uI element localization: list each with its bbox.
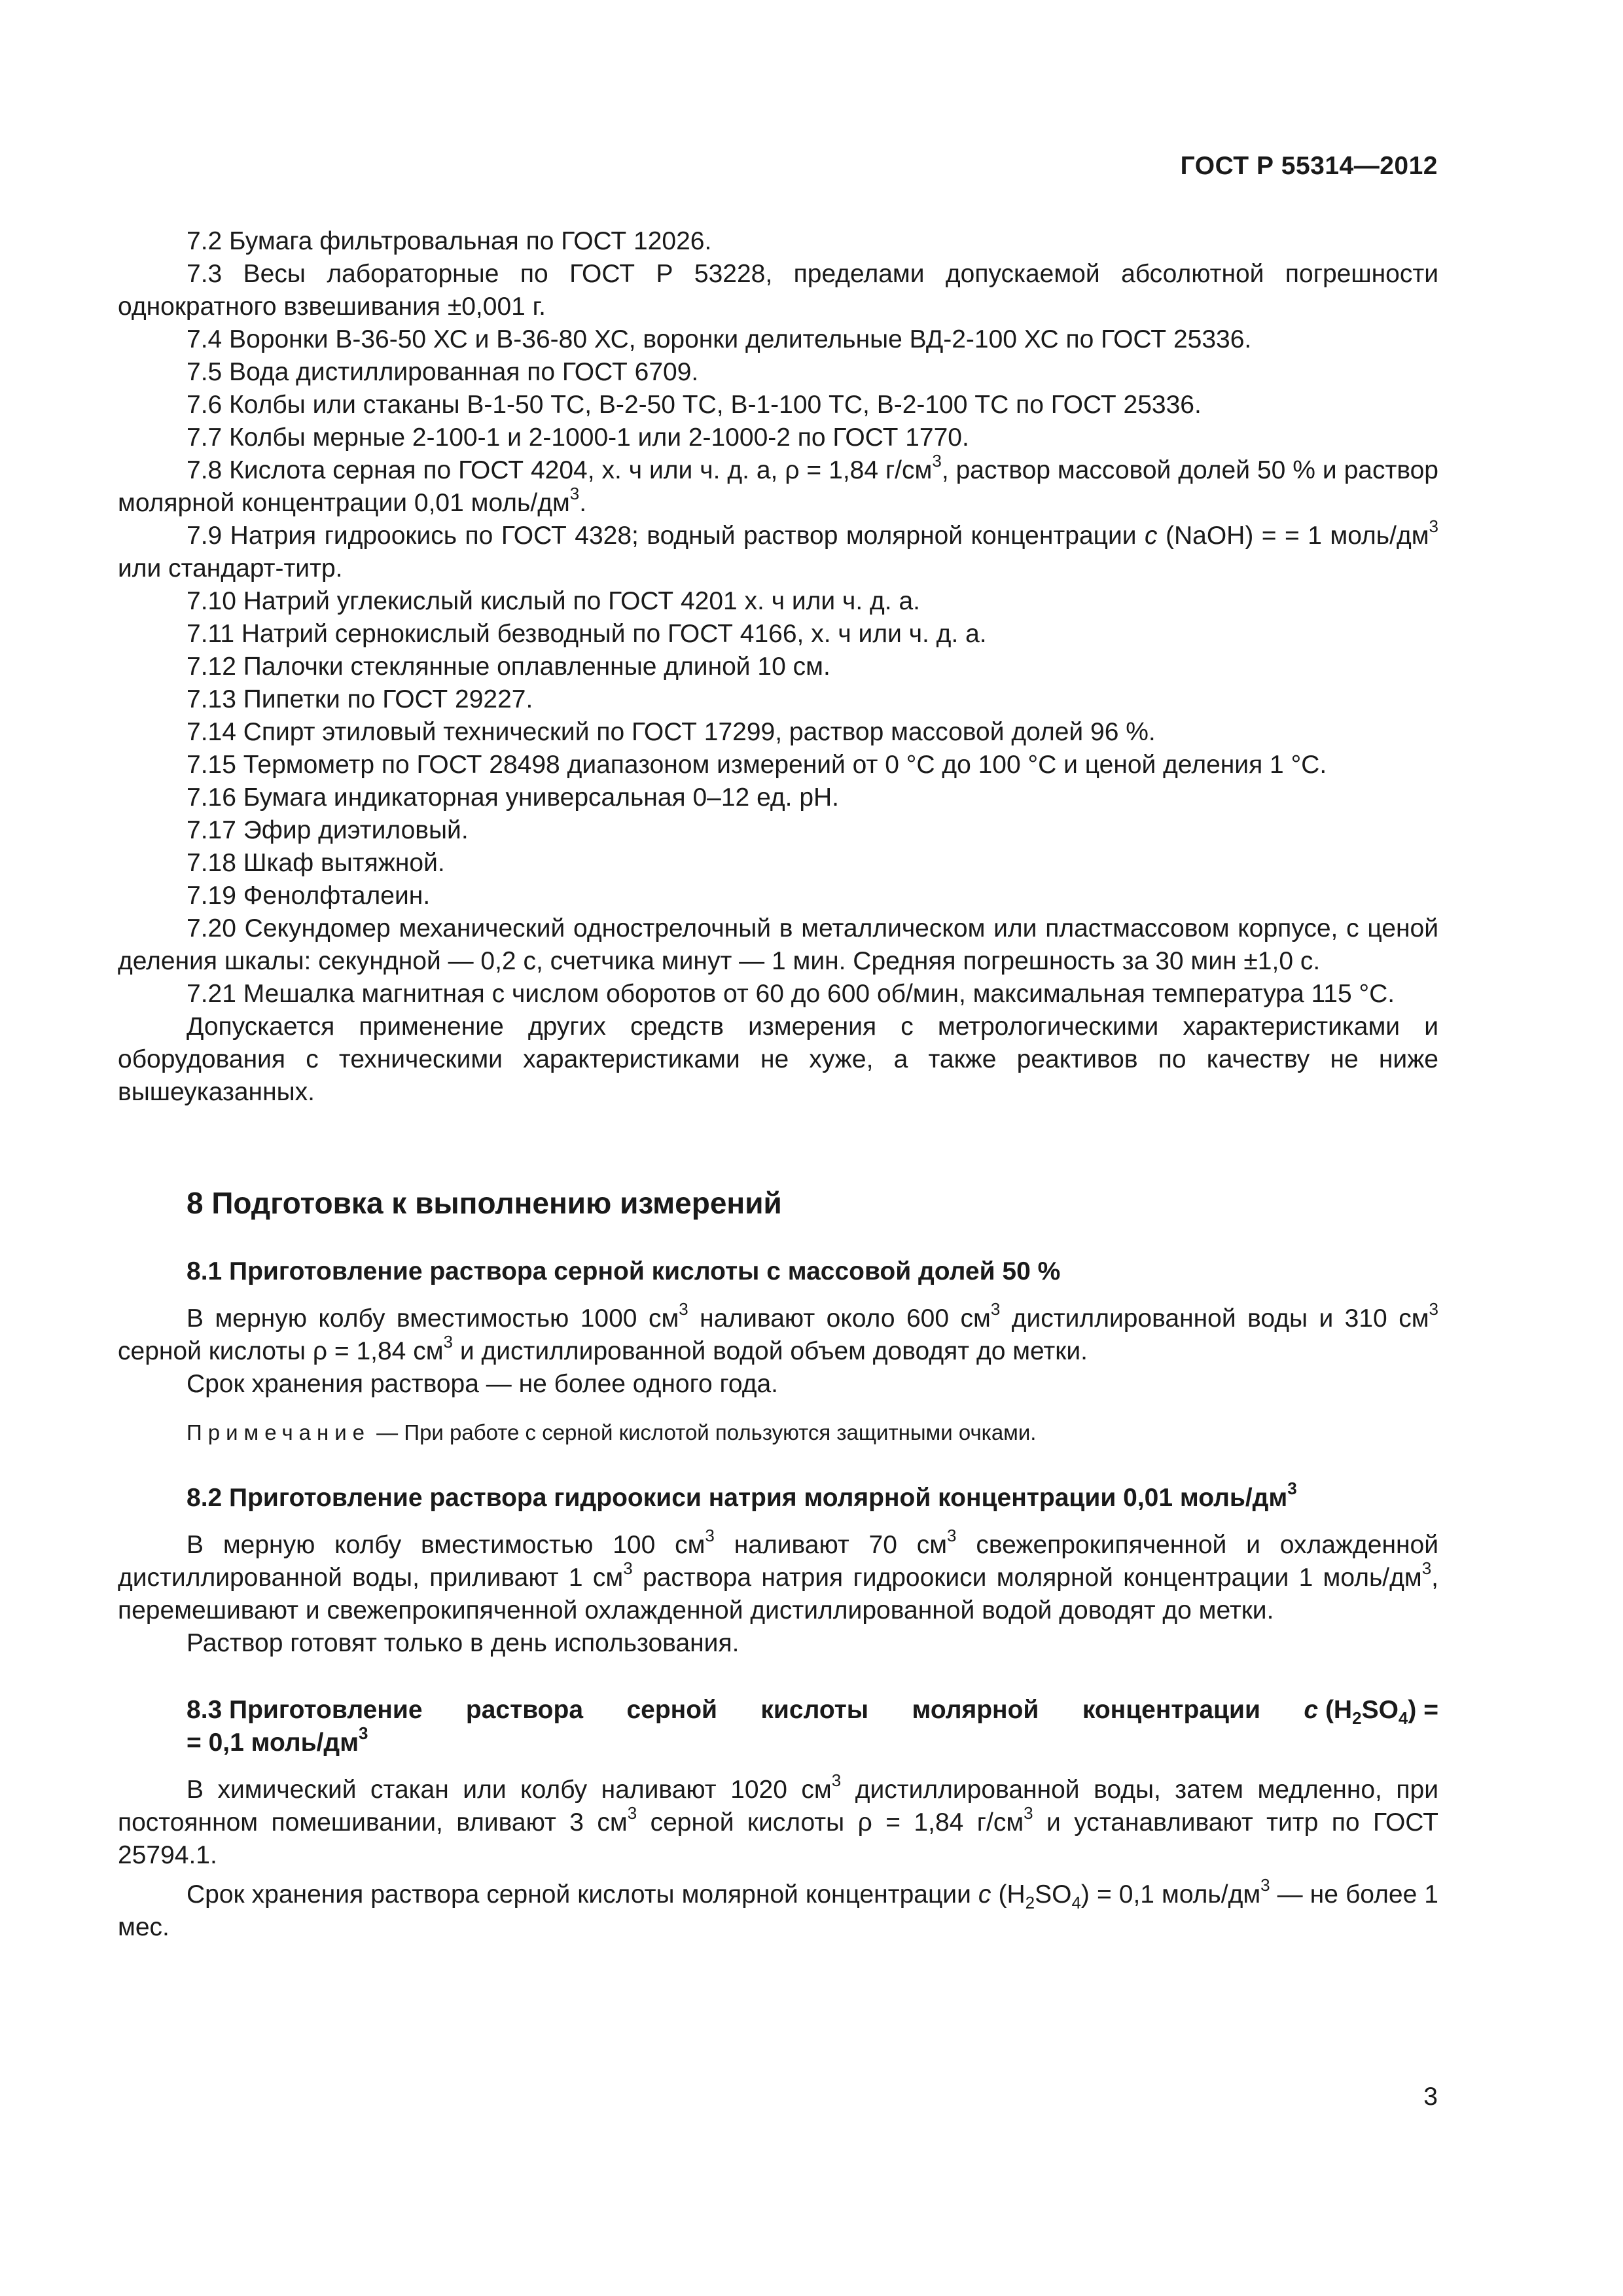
document-code-header: ГОСТ Р 55314—2012 <box>1180 152 1438 180</box>
item-7-21: 7.21 Мешалка магнитная с числом оборотов от 60 до 600 об/мин, максимальная температура 115 °С. <box>187 980 1395 1008</box>
item-7-17: 7.17 Эфир диэтиловый. <box>187 816 469 844</box>
note-label: Примечание <box>187 1420 371 1444</box>
item-7-16: 7.16 Бумага индикаторная универсальная 0–12 ед. рН. <box>187 783 840 812</box>
safety-note <box>118 1418 1438 1448</box>
item-7-6: 7.6 Колбы или стаканы В-1-50 ТС, В-2-50 ТС, В-1-100 ТС, В-2-100 ТС по ГОСТ 25336. <box>187 391 1202 419</box>
item-7-18: 7.18 Шкаф вытяжной. <box>187 849 445 877</box>
item-7-4: 7.4 Воронки В-36-50 ХС и В-36-80 ХС, воронки делительные ВД-2-100 ХС по ГОСТ 25336. <box>187 325 1252 353</box>
item-7-10: 7.10 Натрий углекислый кислый по ГОСТ 4201 х. ч или ч. д. а. <box>187 587 920 615</box>
subsection-8-2-heading: 8.2 Приготовление раствора гидроокиси натрия молярной концентрации 0,01 моль/$дм^3$ <box>187 1479 1297 1512</box>
item-7-15: 7.15 Термометр по ГОСТ 28498 диапазоном измерений от 0 °С до 100 °С и ценой деления 1 °С. <box>187 751 1327 779</box>
page-content <box>118 225 1438 1944</box>
equipment-substitution-note: Допускается применение других средств измерения с метрологическими характеристиками и оборудования с техническими характеристиками не хуже, а также реактивов по качеству не ниже вышеуказанных. <box>118 1013 1438 1106</box>
section-8-heading: 8 Подготовка к выполнению измерений <box>187 1186 782 1220</box>
item-7-2: 7.2 Бумага фильтровальная по ГОСТ 12026. <box>187 227 712 255</box>
page-number: 3 <box>1423 2083 1438 2111</box>
item-7-20: 7.20 Секундомер механический однострелочный в металлическом или пластмассовом корпусе, с ценой деления шкалы: секундной — 0,2 с, счетчика минут — 1 мин. Средняя погрешность за 30 мин ±1,0 с. <box>118 914 1438 975</box>
item-7-11: 7.11 Натрий сернокислый безводный по ГОСТ 4166, х. ч или ч. д. а. <box>187 620 987 648</box>
subsection-8-2-storage: Раствор готовят только в день использования. <box>187 1629 740 1657</box>
subsection-8-3-storage: Срок хранения раствора серной кислоты молярной концентрации c $(H_2SO_4) = 0,1$ моль/$дм^3$ — не более 1 мес. <box>118 1875 1438 1941</box>
item-7-12: 7.12 Палочки стеклянные оплавленные длиной 10 см. <box>187 653 830 681</box>
item-7-7: 7.7 Колбы мерные 2-100-1 и 2-1000-1 или 2-1000-2 по ГОСТ 1770. <box>187 423 969 452</box>
subsection-8-3-paragraph: В химический стакан или колбу наливают 1020 $см^3$ дистиллированной воды, затем медленно, при постоянном помешивании, вливают 3 $см^3$ серной кислоты ρ = 1,84 $г/см^3$ и устанавливают титр по ГОСТ 25794.1. <box>118 1770 1438 1869</box>
item-7-19: 7.19 Фенолфталеин. <box>187 882 431 910</box>
item-7-13: 7.13 Пипетки по ГОСТ 29227. <box>187 685 533 713</box>
subsection-8-3-heading-line2: = 0,1 моль/$дм^3$ <box>187 1723 368 1757</box>
item-7-9: 7.9 Натрия гидроокись по ГОСТ 4328; водный раствор молярной концентрации c (NaOH) = = 1 моль/$дм^3$ или стандарт-титр. <box>118 516 1438 583</box>
item-7-3: 7.3 Весы лабораторные по ГОСТ Р 53228, пределами допускаемой абсолютной погрешности однократного взвешивания ±0,001 г. <box>118 260 1438 321</box>
item-7-14: 7.14 Спирт этиловый технический по ГОСТ 17299, раствор массовой долей 96 %. <box>187 718 1156 746</box>
subsection-8-1-storage: Срок хранения раствора — не более одного года. <box>187 1370 778 1398</box>
subsection-8-2-paragraph: В мерную колбу вместимостью 100 $см^3$ наливают 70 $см^3$ свежепрокипяченной и охлажденной дистиллированной воды, приливают 1 $см^3$ раствора натрия гидроокиси молярной концентрации 1 моль/$дм^3$, перемешивают и свежепрокипяченной охлажденной дистиллированной водой доводят до метки. <box>118 1526 1438 1624</box>
note-text: — При работе с серной кислотой пользуются защитными очками. <box>370 1420 1037 1444</box>
subsection-8-1-paragraph: В мерную колбу вместимостью 1000 $см^3$ наливают около 600 $см^3$ дистиллированной воды и 310 $см^3$ серной кислоты ρ = 1,84 $см^3$ и дистиллированной водой объем доводят до метки. <box>118 1299 1438 1365</box>
subsection-8-3-heading <box>118 1694 1438 1759</box>
subsection-8-3-heading-line1: 8.3 Приготовление раствора серной кислоты молярной концентрации c $(H_2SO_4)$ = <box>187 1696 1438 1728</box>
subsection-8-1-heading: 8.1 Приготовление раствора серной кислоты с массовой долей 50 % <box>187 1257 1061 1285</box>
item-7-5: 7.5 Вода дистиллированная по ГОСТ 6709. <box>187 358 699 386</box>
item-7-8: 7.8 Кислота серная по ГОСТ 4204, х. ч или ч. д. а, ρ = 1,84 $г/см^3$, раствор массовой долей 50 % и раствор молярной концентрации 0,01 моль/$дм^3$. <box>118 451 1438 517</box>
